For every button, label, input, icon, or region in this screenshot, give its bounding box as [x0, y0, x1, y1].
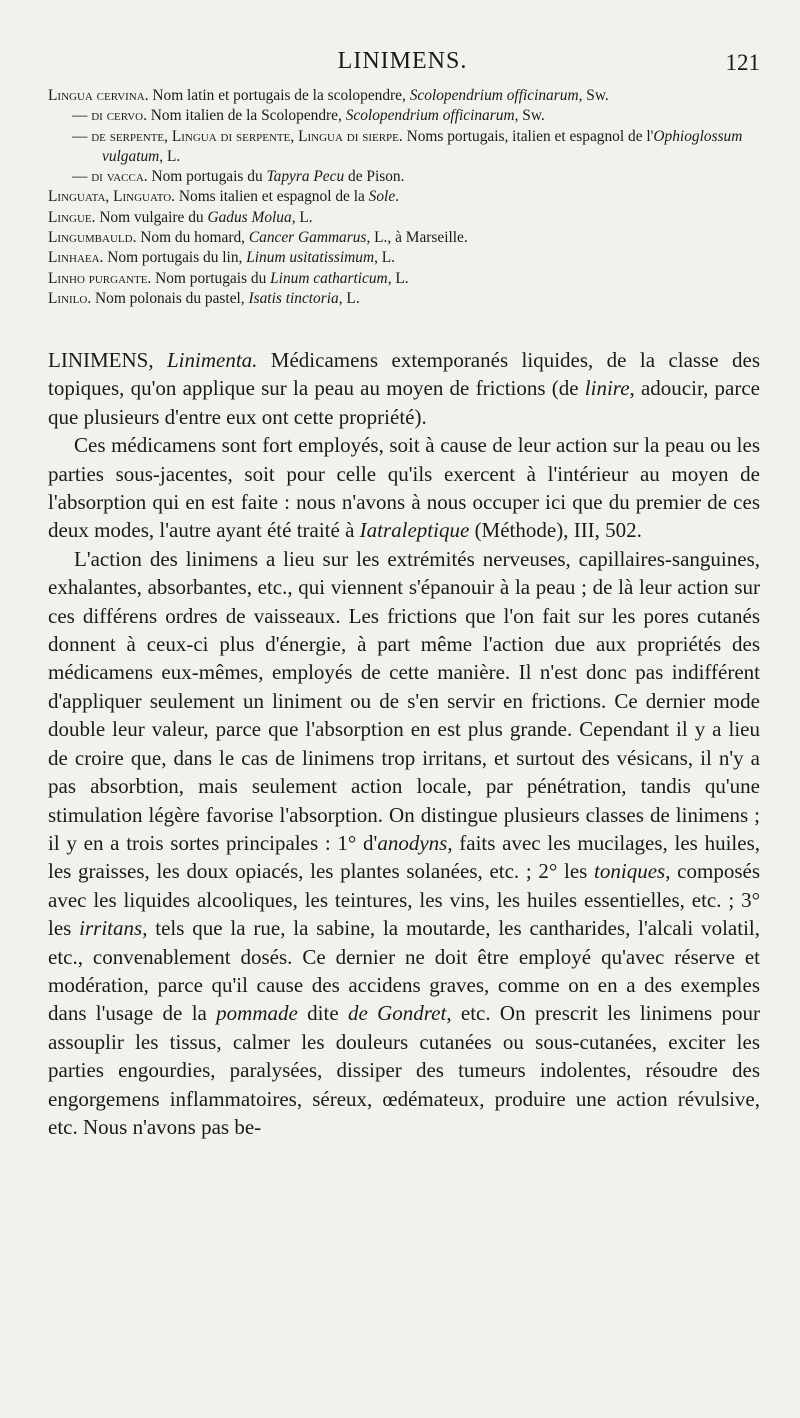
entry-linilo: Linilo. Nom polonais du pastel, Isatis tinctoria, L. [48, 289, 360, 307]
entry-de-serpente: — de serpente, Lingua di serpente, Lingua di sierpe. Noms portugais, italien et espagnol de l'Ophioglossum vulgatum, L. [72, 127, 743, 165]
entry-di-vacca: — di vacca. Nom portugais du Tapyra Pecu de Pison. [72, 168, 405, 186]
running-head: LINIMENS. [337, 48, 468, 74]
latin-name: Linimenta. [166, 348, 258, 372]
headword: LINIMENS, [48, 348, 154, 372]
entry-linguata: Linguata, Linguato. Noms italien et espagnol de la Sole. [48, 188, 400, 206]
entry-lingue: Lingue. Nom vulgaire du Gadus Molua, L. [48, 208, 313, 226]
page-header [45, 48, 760, 84]
article-linimens [48, 346, 760, 1141]
entry-linho-purgante: Linho purgante. Nom portugais du Linum catharticum, L. [48, 269, 409, 287]
page-number: 121 [725, 50, 760, 75]
paragraph-definition: LINIMENS, Linimenta. Médicamens extemporanés liquides, de la classe des topiques, qu'on applique sur la peau au moyen de frictions (de linire, adoucir, parce que plusieurs d'entre eux ont cette propriété). [48, 348, 761, 429]
entry-lingumbauld: Lingumbauld. Nom du homard, Cancer Gammarus, L., à Marseille. [48, 229, 468, 247]
paragraph-usage: Ces médicamens sont fort employés, soit à cause de leur action sur la peau ou les parties sous-jacentes, soit pour celle qu'ils exercent à l'intérieur au moyen de l'absorption qui en est faite : nous n'avons à nous occuper ici que du premier de ces deux modes, l'autre ayant été traité à Iatraleptique (Méthode), III, 502. [48, 433, 760, 543]
paragraph-action: L'action des linimens a lieu sur les extrémités nerveuses, capillaires-sanguines, exhalantes, absorbantes, etc., qui viennent s'épanouir à la peau ; de là leur action sur ces différens ordres de vaisseaux. Les frictions que l'on fait sur les pores cutanés donnent à ceux-ci plus d'énergie, à part même l'action due aux propriétés des médicamens eux-mêmes, employés de cette manière. Il n'est donc pas indifférent d'appliquer seulement un liniment ou de s'en servir en frictions. Ce dernier mode double leur valeur, parce que l'absorption en est plus grande. Cependant il y a lieu de croire que, dans le cas de linimens trop irritans, et surtout des vésicans, il n'y a pas absorbtion, mais seulement action locale, par pénétration, tandis qu'une stimulation légère favorise l'absorption. On distingue plusieurs classes de linimens ; il y en a trois sortes principales : 1° d'anodyns, faits avec les mucilages, les huiles, les graisses, les doux opiacés, les plantes solanées, etc. ; 2° les toniques, composés avec les liquides alcooliques, les teintures, les vins, les huiles essentielles, etc. ; 3° les irritans, tels que la rue, la sabine, la moutarde, les cantharides, l'alcali volatil, etc., convenablement dosés. Ce dernier ne doit être employé qu'avec réserve et modération, parce qu'il cause des accidens graves, comme on en a des exemples dans l'usage de la pommade dite de Gondret, etc. On prescrit les linimens pour assouplir les tissus, calmer les douleurs cutanées ou sous-cutanées, exciter les parties engourdies, paralysées, dissiper des tumeurs indolentes, résoudre des engorgemens inflammatoires, séreux, œdémateux, produire une action révulsive, etc. Nous n'avons pas be- [48, 546, 760, 1139]
entry-linhaea: Linhaea. Nom portugais du lin, Linum usitatissimum, L. [48, 249, 396, 267]
entry-di-cervo: — di cervo. Nom italien de la Scolopendre, Scolopendrium officinarum, Sw. [72, 107, 545, 125]
dictionary-entries [48, 86, 768, 309]
entry-lingua-cervina: Lingua cervina. Nom latin et portugais de la scolopendre, Scolopendrium officinarum, Sw. [48, 87, 609, 104]
